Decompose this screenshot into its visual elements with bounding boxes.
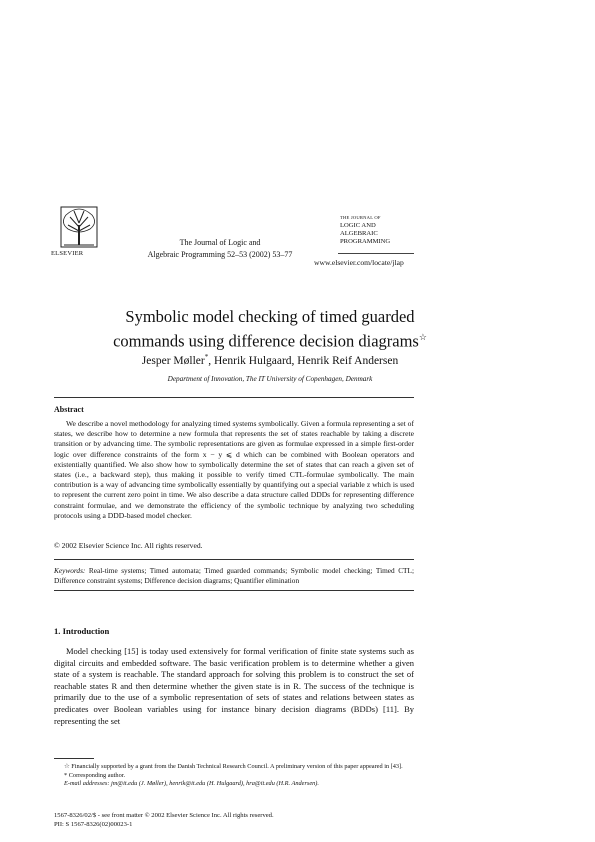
footnote-rule	[54, 758, 94, 759]
front-matter-info	[54, 811, 274, 829]
issn-line: 1567-8326/02/$ - see front matter © 2002 Elsevier Science Inc. All rights reserved.	[54, 812, 274, 819]
journal-citation	[140, 237, 300, 261]
article-title	[60, 306, 480, 352]
rule-mid	[54, 559, 414, 560]
title-footnote-mark: ☆	[418, 332, 427, 342]
introduction-text: Model checking [15] is today used extensively for formal verification of finite state systems such as digital circuits and embedded software. The basic verification problem is to determine whether a given state of a system is reachable. The standard approach for solving this problem is to construct the set of reachable states R and then determine whether the given state is in R. The success of the technique is primarily due to the use of a symbolic representation of sets of states and relations between states as predicates over Boolean variables using for instance binary decision diagrams (BDDs) [11]. By representing the set	[54, 646, 414, 726]
journal-citation-line2: Algebraic Programming 52–53 (2002) 53–77	[147, 250, 293, 259]
corresponding-author-mark: *	[204, 353, 209, 361]
keywords	[54, 566, 414, 586]
journal-box-line3: PROGRAMMING	[340, 238, 391, 245]
title-line1: Symbolic model checking of timed guarded	[125, 307, 415, 326]
journal-box-rule	[338, 253, 414, 254]
author-1: Jesper Møller	[141, 354, 205, 367]
journal-box-line1: LOGIC AND	[340, 222, 376, 229]
section-heading: 1. Introduction	[54, 626, 110, 636]
abstract-body	[54, 419, 414, 521]
title-line2: commands using difference decision diagrams	[113, 331, 419, 351]
rule-bottom	[54, 590, 414, 591]
footnote-funding: ☆ Financially supported by a grant from the Danish Technical Research Council. A preliminary version of this paper appeared in [43].	[64, 763, 403, 770]
introduction-body	[54, 646, 414, 727]
journal-box-small: THE JOURNAL OF	[340, 215, 381, 220]
footnote-emails: E-mail addresses: jm@it.edu (J. Møller), henrik@it.edu (H. Hulgaard), hra@it.edu (H.R. Andersen).	[64, 780, 319, 788]
abstract-heading: Abstract	[54, 405, 84, 414]
footnote-corresponding: * Corresponding author.	[64, 771, 126, 779]
journal-citation-line1: The Journal of Logic and	[179, 238, 261, 247]
journal-box-line2: ALGEBRAIC	[340, 230, 378, 237]
abstract-text: We describe a novel methodology for analyzing timed systems symbolically. Given a formula representing a set of states, we describe how to determine a new formula that represents the set of states reachable by taking a discrete transition or by advancing time. The symbolic representations are given as formulae expressed in a simple first-order logic over difference constraints of the form x − y ⩽ d which can be combined with Boolean operators and existentially quantified. We also show how to symbolically determine the set of states that can reach a given set of states (i.e., a backward step), thus making it possible to verify timed CTL-formulae symbolically. The main contribution is a way of advancing time symbolically essentially by quantifying out a special variable z which is used to represent the current zero point in time. We also describe a data structure called DDDs for representing difference constraint formulae, and we demonstrate the efficiency of the symbolic technique by analyzing two scheduling protocols using a DDD-based model checker.	[54, 419, 414, 520]
pii-line: PII: S 1567-8326(02)00023-1	[54, 821, 133, 828]
authors	[60, 353, 480, 367]
journal-logo-box	[340, 214, 390, 246]
abstract-copyright: © 2002 Elsevier Science Inc. All rights reserved.	[54, 541, 203, 550]
rule-top	[54, 397, 414, 398]
footnotes	[54, 763, 414, 789]
authors-rest: , Henrik Hulgaard, Henrik Reif Andersen	[208, 354, 399, 367]
keywords-text: Real-time systems; Timed automata; Timed guarded commands; Symbolic model checking; Timed CTL; Difference constraint systems; Difference decision diagrams; Quantifier elimination	[54, 566, 415, 586]
keywords-label: Keywords:	[54, 566, 86, 575]
journal-url: www.elsevier.com/locate/jlap	[314, 258, 404, 267]
affiliation: Department of Innovation, The IT University of Copenhagen, Denmark	[167, 375, 373, 383]
publisher-name: ELSEVIER	[51, 250, 84, 257]
